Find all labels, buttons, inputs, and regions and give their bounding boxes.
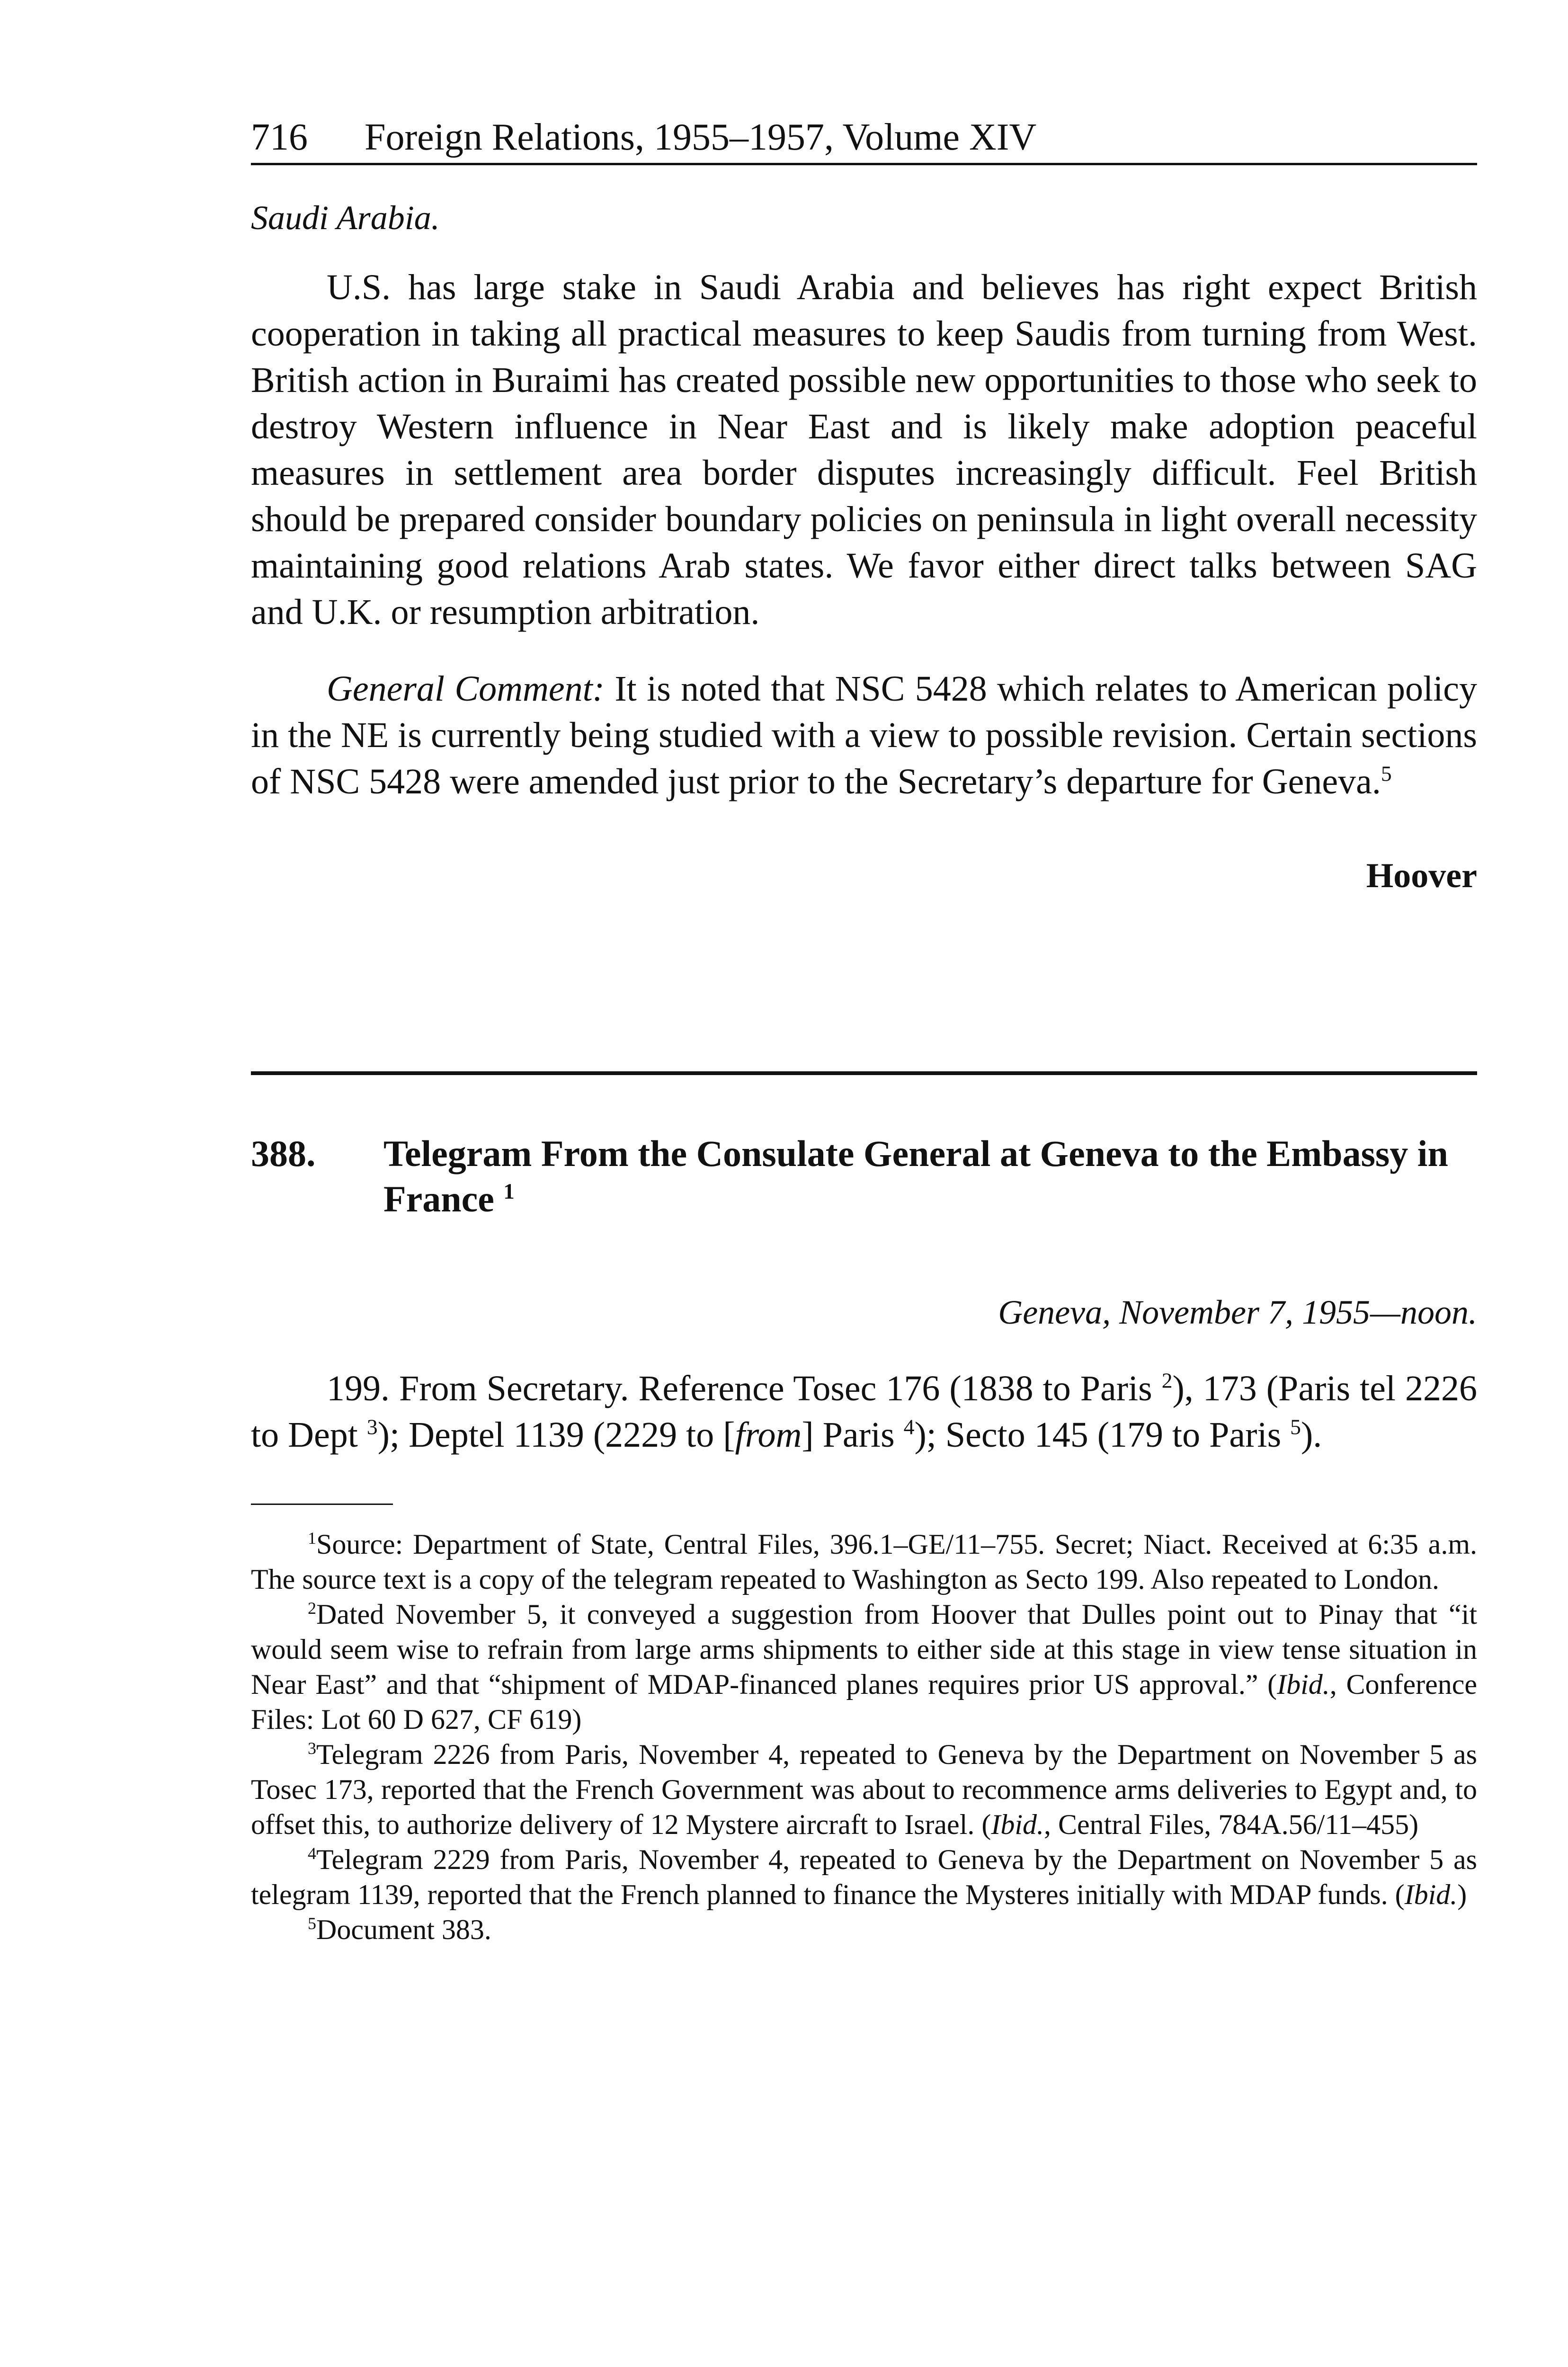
document-title	[383, 1131, 1477, 1222]
signature: Hoover	[1366, 856, 1477, 895]
telegram-text: 199. From Secretary. Reference Tosec 176 (1838 to Paris	[327, 1369, 1152, 1408]
footnote-ref: 5	[1290, 1415, 1301, 1439]
general-comment-paragraph	[251, 666, 1477, 805]
footnote-text: Telegram 2226 from Paris, November 4, repeated to Geneva by the Department on November 5 as Tosec 173, reported that the French Government was about to recommence arms deliveries to Egypt and, to offset this, to authorize delivery of 12 Mystere aircraft to Israel. (	[251, 1739, 1477, 1840]
general-comment-label: General Comment:	[327, 669, 605, 709]
footnote-ref: 1	[503, 1179, 515, 1204]
footnote-text: Source: Department of State, Central Files, 396.1–GE/11–755. Secret; Niact. Received at 6:35 a.m. The source text is a copy of the telegram repeated to Washington as Secto 199. Also repeated to London.	[251, 1529, 1477, 1595]
footnote-2	[251, 1597, 1477, 1737]
footnote-text: , Conference Files: Lot 60 D 627, CF 619)	[251, 1669, 1477, 1735]
telegram-text: ); Deptel 1139 (2229 to [	[377, 1415, 735, 1455]
telegram-text: ] Paris	[802, 1415, 895, 1455]
general-comment-text: It is noted that NSC 5428 which relates to American policy in the NE is currently being studied with a view to possible revision. Certain sections of NSC 5428 were amended just prior to the Secretary’s departure for Geneva.	[251, 669, 1477, 801]
footnote-mark: 1	[308, 1529, 316, 1548]
section-heading: Saudi Arabia.	[251, 199, 440, 237]
document-title-text: Telegram From the Consulate General at Geneva to the Embassy in France	[383, 1133, 1448, 1219]
footnote-5	[251, 1912, 1477, 1947]
footnote-ref: 3	[366, 1415, 378, 1439]
footnotes	[251, 1527, 1477, 1947]
ibid-italic: Ibid.	[991, 1809, 1044, 1840]
footnote-text: Dated November 5, it conveyed a suggestion from Hoover that Dulles point out to Pinay that “it would seem wise to refrain from large arms shipments to either side at this stage in view tense situation in Near East” and that “shipment of MDAP-financed planes requires prior US approval.” (	[251, 1599, 1477, 1700]
ibid-italic: Ibid.	[1404, 1879, 1458, 1910]
footnote-rule	[251, 1504, 393, 1505]
document-heading	[251, 1131, 1477, 1222]
footnote-1	[251, 1527, 1477, 1597]
document-page	[251, 118, 1477, 1947]
section-divider	[251, 1071, 1477, 1075]
footnote-mark: 4	[308, 1844, 316, 1863]
footnote-ref: 5	[1381, 761, 1392, 786]
footnote-ref: 2	[1161, 1368, 1173, 1393]
bracketed-editorial-word: from	[735, 1415, 802, 1455]
telegram-text: ).	[1301, 1415, 1322, 1455]
footnote-text: Telegram 2229 from Paris, November 4, repeated to Geneva by the Department on November 5 as telegram 1139, reported that the French planned to finance the Mysteres initially with MDAP funds. (	[251, 1844, 1477, 1910]
footnote-4	[251, 1842, 1477, 1912]
document-number: 388.	[251, 1133, 316, 1174]
footnote-mark: 3	[308, 1739, 316, 1758]
footnote-mark: 5	[308, 1914, 316, 1933]
dateline: Geneva, November 7, 1955—noon.	[998, 1293, 1477, 1331]
volume-title: Foreign Relations, 1955–1957, Volume XIV	[365, 116, 1037, 158]
ibid-italic: Ibid.	[1277, 1669, 1330, 1700]
footnote-text: )	[1457, 1879, 1467, 1910]
footnote-3	[251, 1737, 1477, 1842]
running-header	[251, 118, 1477, 165]
page-number: 716	[251, 116, 308, 158]
footnote-ref: 4	[903, 1415, 915, 1439]
telegram-body	[251, 1365, 1477, 1458]
footnote-text: Document 383.	[316, 1914, 491, 1945]
saudi-arabia-paragraph: U.S. has large stake in Saudi Arabia and believes has right expect British cooperation in taking all practical measures to keep Saudis from turning from West. British action in Buraimi has created possible new opportunities to those who seek to destroy Western influence in Near East and is likely make adoption peaceful measures in settlement area border disputes increasingly difficult. Feel British should be prepared consider boundary policies on peninsula in light overall necessity maintaining good relations Arab states. We favor either direct talks between SAG and U.K. or resumption arbitration.	[251, 267, 1477, 632]
telegram-text: ); Secto 145 (179 to Paris	[914, 1415, 1282, 1455]
telegram-text: ), 173 (Paris tel 2226 to Dept	[251, 1369, 1477, 1455]
footnote-text: , Central Files, 784A.56/11–455)	[1044, 1809, 1419, 1840]
footnote-mark: 2	[308, 1599, 316, 1618]
